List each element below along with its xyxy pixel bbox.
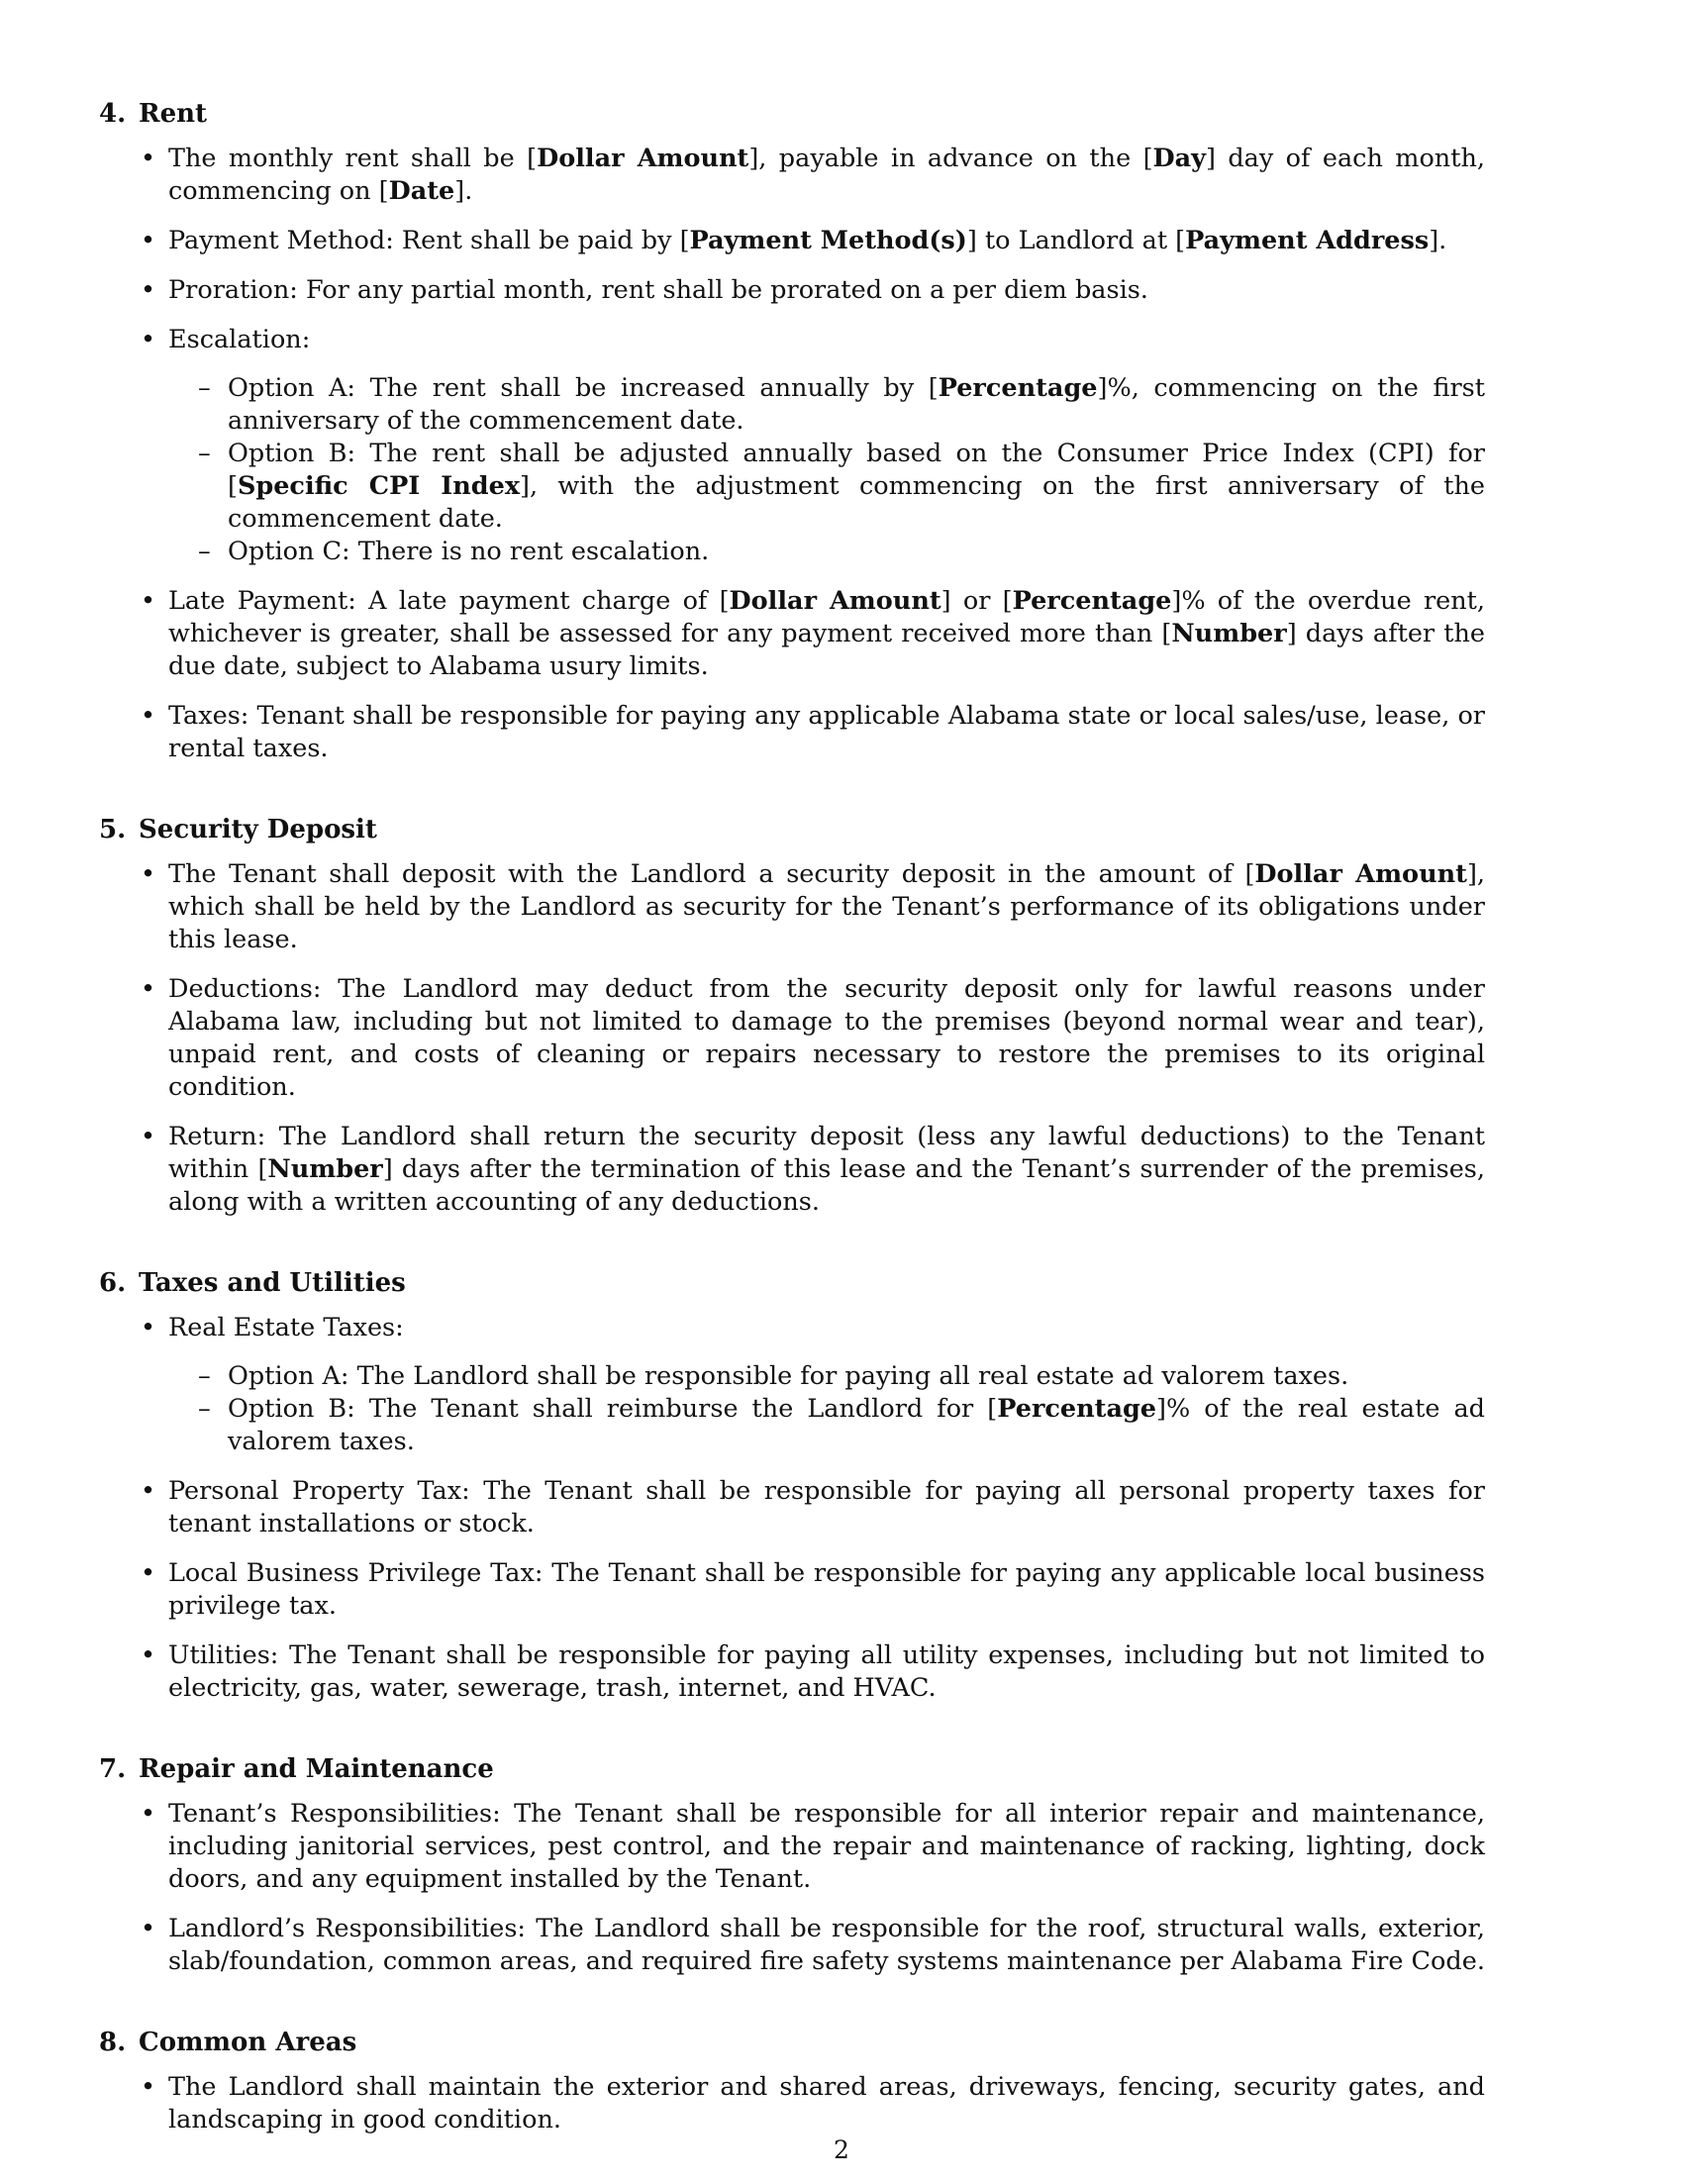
- bullet-item: [168, 225, 1584, 257]
- bullet-item: [168, 1798, 1584, 1896]
- clause-text: Landlord’s Responsibilities: The Landlord shall be responsible for the roof, structural walls, exterior, slab/foundation, common areas, and required fire safety systems maintenance per Alabama Fire Code.: [168, 1914, 1485, 1976]
- bullet-item: [168, 700, 1584, 765]
- clause-text: Real Estate Taxes:: [168, 1313, 404, 1342]
- bullet-item: [168, 858, 1584, 956]
- clause-text: ] days after the due date, subject to Alabama usury limits.: [168, 619, 1485, 681]
- placeholder-field: Specific CPI Index: [237, 471, 521, 501]
- bullet-item: [168, 585, 1584, 683]
- bullet-list: [99, 2071, 1584, 2136]
- section-heading: [99, 2026, 1584, 2059]
- clause-text: Option C: There is no rent escalation.: [228, 537, 710, 566]
- clause-text: Late Payment: A late payment charge of [: [168, 586, 730, 616]
- sub-option-item: [228, 1360, 1485, 1393]
- placeholder-field: Dollar Amount: [1254, 859, 1467, 889]
- clause-text: Local Business Privilege Tax: The Tenant shall be responsible for paying any applicable local business privilege tax.: [168, 1558, 1485, 1621]
- bullet-list: [99, 143, 1584, 765]
- placeholder-field: Number: [1171, 619, 1287, 648]
- bullet-item: [168, 274, 1584, 307]
- clause-text: Option B: The rent shall be adjusted annually based on the Consumer Price Index (CPI) for [: [228, 439, 1485, 501]
- bullet-item: [168, 1639, 1584, 1705]
- section-title: Taxes and Utilities: [139, 1268, 406, 1298]
- clause-text: ], payable in advance on the [: [748, 144, 1153, 173]
- section-title: Common Areas: [139, 2028, 357, 2057]
- clause-text: ]% of the real estate ad valorem taxes.: [228, 1394, 1486, 1456]
- bullet-item: [168, 2071, 1584, 2136]
- placeholder-field: Percentage: [997, 1394, 1157, 1424]
- section-heading: [99, 97, 1584, 131]
- section-title: Repair and Maintenance: [139, 1754, 494, 1784]
- clause-text: Return: The Landlord shall return the security deposit (less any lawful deductions) to the Tenant within [: [168, 1122, 1485, 1184]
- clause-text: The Landlord shall maintain the exterior and shared areas, driveways, fencing, security gates, and landscaping in good condition.: [168, 2072, 1485, 2134]
- section-heading: [99, 1266, 1584, 1300]
- bullet-list: [99, 858, 1584, 1219]
- clause-text: Personal Property Tax: The Tenant shall be responsible for paying all personal property taxes for tenant installations or stock.: [168, 1476, 1485, 1539]
- clause-text: The Tenant shall deposit with the Landlord a security deposit in the amount of [: [168, 859, 1255, 889]
- bullet-item: [168, 1475, 1584, 1540]
- placeholder-field: Payment Method(s): [689, 226, 967, 255]
- section-number: 4.: [99, 99, 127, 129]
- clause-text: Option A: The rent shall be increased annually by [: [228, 373, 939, 403]
- section: [99, 2026, 1584, 2136]
- bullet-item: [168, 1121, 1584, 1219]
- bullet-item: [168, 1913, 1584, 1978]
- clause-text: Deductions: The Landlord may deduct from the security deposit only for lawful reasons under Alabama law, including but not limited to damage to the premises (beyond normal wear and tear), unpaid rent, and costs of cleaning or repairs necessary to restore the premises to its original condition.: [168, 974, 1485, 1102]
- sub-option-item: [228, 1393, 1485, 1458]
- placeholder-field: Dollar Amount: [537, 144, 749, 173]
- section-title: Security Deposit: [139, 815, 377, 844]
- clause-text: ]%, commencing on the first anniversary of the commencement date.: [228, 373, 1485, 436]
- section-number: 5.: [99, 815, 127, 844]
- clause-text: Taxes: Tenant shall be responsible for paying any applicable Alabama state or local sales/use, lease, or rental taxes.: [168, 701, 1485, 763]
- section-number: 6.: [99, 1268, 127, 1298]
- bullet-item: [168, 324, 1584, 568]
- section-number: 8.: [99, 2028, 127, 2057]
- section-number: 7.: [99, 1754, 127, 1784]
- clause-text: ], with the adjustment commencing on the first anniversary of the commencement date.: [228, 471, 1485, 534]
- document-page: [99, 97, 1584, 2184]
- clause-text: ] days after the termination of this lease and the Tenant’s surrender of the premises, along with a written accounting of any deductions.: [168, 1154, 1485, 1217]
- section-heading: [99, 1752, 1584, 1786]
- clause-text: Tenant’s Responsibilities: The Tenant shall be responsible for all interior repair and maintenance, including janitorial services, pest control, and the repair and maintenance of racking, lighting, dock doors, and any equipment installed by the Tenant.: [168, 1799, 1485, 1894]
- clause-text: Proration: For any partial month, rent shall be prorated on a per diem basis.: [168, 275, 1148, 305]
- bullet-item: [168, 1557, 1584, 1623]
- placeholder-field: Percentage: [1012, 586, 1172, 616]
- clause-text: ] to Landlord at [: [966, 226, 1186, 255]
- clause-text: Utilities: The Tenant shall be responsible for paying all utility expenses, including but not limited to electricity, gas, water, sewerage, trash, internet, and HVAC.: [168, 1640, 1485, 1703]
- section: [99, 97, 1584, 765]
- placeholder-field: Dollar Amount: [729, 586, 941, 616]
- clause-text: Payment Method: Rent shall be paid by [: [168, 226, 690, 255]
- clause-text: ] or [: [940, 586, 1013, 616]
- sub-option-list: [168, 1360, 1485, 1458]
- placeholder-field: Percentage: [938, 373, 1098, 403]
- section-title: Rent: [139, 99, 208, 129]
- clause-text: ].: [1429, 226, 1447, 255]
- section: [99, 813, 1584, 1219]
- placeholder-field: Number: [267, 1154, 383, 1184]
- sub-option-item: [228, 438, 1485, 536]
- clause-text: ], which shall be held by the Landlord as security for the Tenant’s performance of its obligations under this lease.: [168, 859, 1485, 954]
- clause-text: Option B: The Tenant shall reimburse the Landlord for [: [228, 1394, 998, 1424]
- bullet-item: [168, 1312, 1584, 1458]
- sub-option-item: [228, 372, 1485, 438]
- clause-text: Option A: The Landlord shall be responsible for paying all real estate ad valorem taxes.: [228, 1361, 1349, 1391]
- bullet-list: [99, 1312, 1584, 1705]
- sub-option-list: [168, 372, 1485, 568]
- placeholder-field: Date: [388, 176, 455, 206]
- placeholder-field: Day: [1152, 144, 1206, 173]
- bullet-list: [99, 1798, 1584, 1978]
- placeholder-field: Payment Address: [1185, 226, 1430, 255]
- bullet-item: [168, 973, 1584, 1104]
- clause-text: Escalation:: [168, 325, 311, 354]
- clause-text: ]% of the overdue rent, whichever is greater, shall be assessed for any payment received more than [: [168, 586, 1485, 648]
- clause-text: ] day of each month, commencing on [: [168, 144, 1486, 206]
- section: [99, 1752, 1584, 1978]
- bullet-item: [168, 143, 1584, 208]
- clause-text: ].: [454, 176, 473, 206]
- clause-text: The monthly rent shall be [: [168, 144, 538, 173]
- sub-option-item: [228, 536, 1485, 568]
- page-number: 2: [834, 2135, 849, 2164]
- section: [99, 1266, 1584, 1705]
- section-heading: [99, 813, 1584, 846]
